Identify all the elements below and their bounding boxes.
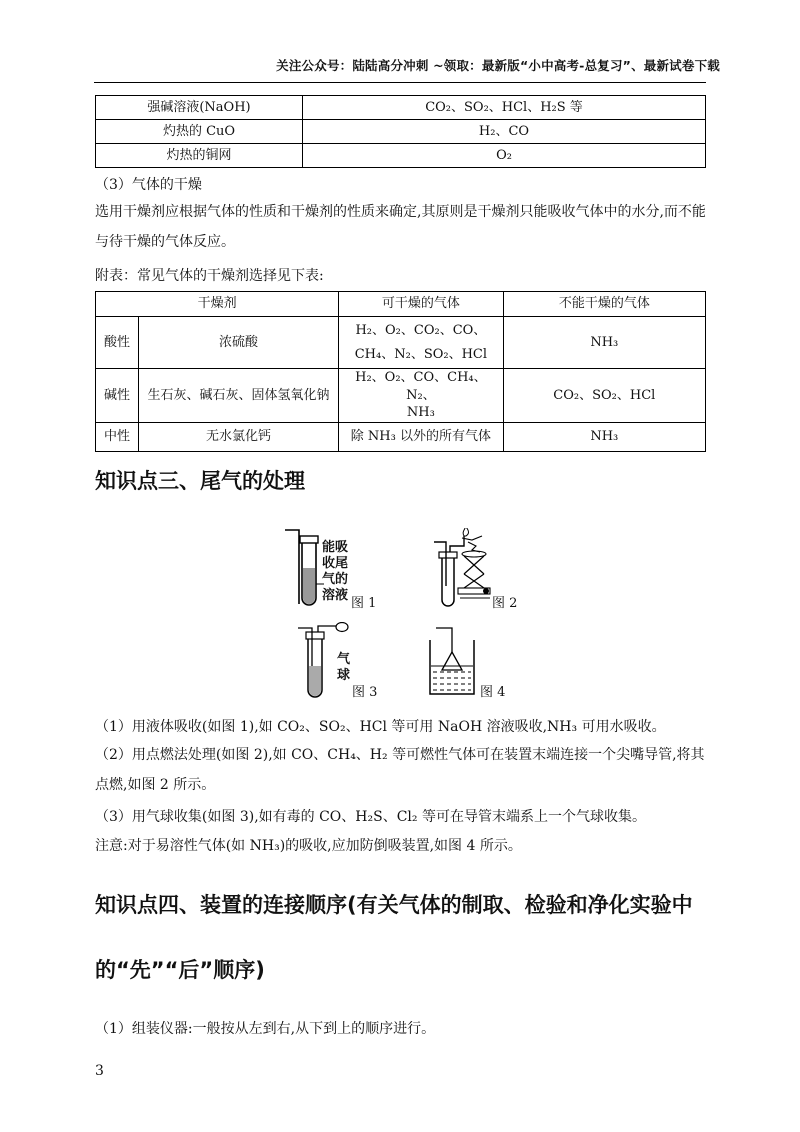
- agent-cell: 浓硫酸: [138, 317, 338, 369]
- page-number: 3: [95, 1063, 104, 1079]
- can-dry-cell: 除 NH₃ 以外的所有气体: [339, 422, 503, 451]
- section-4-title-line-2: 的“先”“后”顺序): [95, 958, 265, 982]
- method-3: （3）用气球收集(如图 3),如有毒的 CO、H₂S、Cl₂ 等可在导管末端系上一个气球收集。: [95, 809, 646, 825]
- can-dry-line: H₂、O₂、CO、CH₄、N₂、: [355, 370, 487, 403]
- table-row: [96, 96, 706, 120]
- appendix-intro: 附表：常见气体的干燥剂选择见下表:: [95, 268, 324, 284]
- note-antisuckback: 注意:对于易溶性气体(如 NH₃)的吸收,应加防倒吸装置,如图 4 所示。: [95, 838, 522, 854]
- header-divider: [94, 82, 706, 83]
- figure-2-combustion-apparatus: [428, 528, 498, 610]
- page-header: 关注公众号：陆陆高分冲刺 ~领取：最新版“小中高考-总复习”、最新试卷下载: [276, 58, 720, 73]
- gases-cell: CO₂、SO₂、HCl、H₂S 等: [303, 96, 706, 120]
- can-dry-cell: [339, 369, 503, 423]
- drying-heading: （3）气体的干燥: [95, 177, 202, 193]
- gases-cell: H₂、CO: [303, 120, 706, 144]
- reagent-cell: 强碱溶液(NaOH): [96, 96, 303, 120]
- agent-cell: 无水氯化钙: [138, 422, 338, 451]
- method-2: （2）用点燃法处理(如图 2),如 CO、CH₄、H₂ 等可燃性气体可在装置末端连接一个尖嘴导管,将其点燃,如图 2 所示。: [95, 747, 705, 793]
- purification-table: [95, 95, 706, 168]
- agent-cell: 生石灰、碱石灰、固体氢氧化钠: [138, 369, 338, 423]
- can-dry-cell: [339, 317, 503, 369]
- figure-4-caption: 图 4: [480, 685, 506, 700]
- figure-4-antisuckback-apparatus: [428, 622, 478, 700]
- figure-1-absorption-apparatus: [282, 528, 327, 610]
- type-cell: 酸性: [96, 317, 139, 369]
- header-desiccant: 干燥剂: [96, 292, 339, 317]
- assembly-step: （1）组装仪器:一般按从左到右,从下到上的顺序进行。: [95, 1021, 436, 1037]
- figure-1-caption: 图 1: [351, 596, 377, 611]
- section-3-title: 知识点三、尾气的处理: [95, 469, 305, 493]
- type-cell: 中性: [96, 422, 139, 451]
- can-dry-line: H₂、O₂、CO₂、CO、: [355, 322, 487, 338]
- table-header-row: [96, 292, 706, 317]
- table-row: [96, 144, 706, 168]
- can-dry-line: CH₄、N₂、SO₂、HCl: [354, 346, 488, 362]
- cannot-dry-cell: NH₃: [503, 317, 705, 369]
- cannot-dry-cell: CO₂、SO₂、HCl: [503, 369, 705, 423]
- figure-3-caption: 图 3: [352, 685, 378, 700]
- type-cell: 碱性: [96, 369, 139, 423]
- table-row: [96, 317, 706, 369]
- gases-cell: O₂: [303, 144, 706, 168]
- table-row: [96, 422, 706, 451]
- header-can-dry: 可干燥的气体: [339, 292, 503, 317]
- figure-1-label: 能吸 收尾 气的 溶液: [322, 540, 349, 603]
- desiccant-table: [95, 291, 706, 452]
- table-row: [96, 120, 706, 144]
- figure-3-label: 气 球: [337, 652, 351, 683]
- method-1: （1）用液体吸收(如图 1),如 CO₂、SO₂、HCl 等可用 NaOH 溶液吸收,NH₃ 可用水吸收。: [95, 719, 666, 735]
- cannot-dry-cell: NH₃: [503, 422, 705, 451]
- can-dry-line: NH₃: [406, 405, 435, 421]
- drying-paragraph: 选用干燥剂应根据气体的性质和干燥剂的性质来确定,其原则是干燥剂只能吸收气体中的水分,而不能与待干燥的气体反应。: [95, 204, 706, 250]
- reagent-cell: 灼热的铜网: [96, 144, 303, 168]
- reagent-cell: 灼热的 CuO: [96, 120, 303, 144]
- figure-2-caption: 图 2: [492, 596, 518, 611]
- section-4-title-line-1: 知识点四、装置的连接顺序(有关气体的制取、检验和净化实验中: [95, 893, 693, 917]
- table-row: [96, 369, 706, 423]
- header-cannot-dry: 不能干燥的气体: [503, 292, 705, 317]
